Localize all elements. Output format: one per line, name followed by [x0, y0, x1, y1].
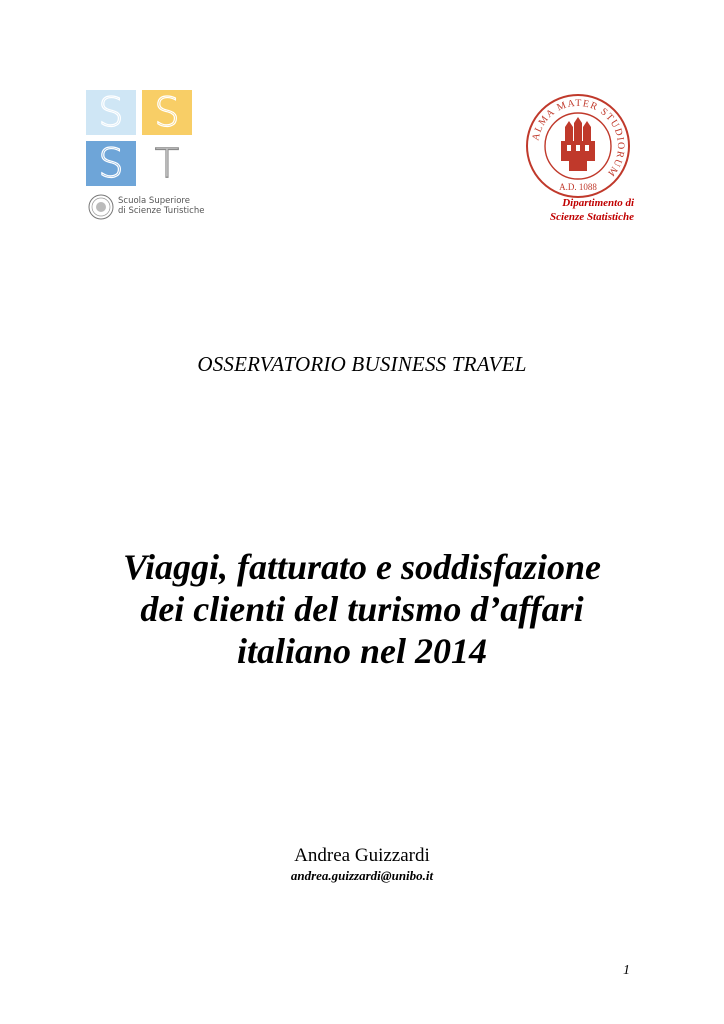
department-label: [500, 196, 634, 224]
author-email: andrea.guizzardi@unibo.it: [290, 868, 434, 883]
sst-school-name: [118, 196, 228, 216]
sst-seal-icon: [88, 194, 114, 220]
observatory-heading: OSSERVATORIO BUSINESS TRAVEL: [197, 352, 527, 376]
title-line: dei clienti del turismo d’affari: [140, 589, 584, 629]
seal-date-text: A.D. 1088: [559, 182, 597, 192]
sst-school-name-line: Scuola Superiore: [118, 196, 190, 206]
sst-logo-tile: S: [142, 90, 192, 135]
page-number: 1: [623, 963, 630, 978]
sst-logo-tile: S: [86, 141, 136, 186]
seal-ring-text: ALMA MATER STUDIORUM: [530, 97, 627, 179]
university-seal-icon: [525, 93, 631, 199]
author-name: Andrea Guizzardi: [294, 845, 430, 866]
document-title: [0, 546, 724, 672]
sst-school-name-line: di Scienze Turistiche: [118, 206, 205, 216]
sst-logo-tile: T: [142, 141, 192, 186]
department-line: Scienze Statistiche: [549, 211, 634, 223]
title-line: italiano nel 2014: [236, 631, 488, 671]
department-line: Dipartimento di: [562, 197, 634, 209]
sst-logo-tile: S: [86, 90, 136, 135]
title-line: Viaggi, fatturato e soddisfazione: [122, 547, 602, 587]
sst-logo: [86, 90, 192, 186]
